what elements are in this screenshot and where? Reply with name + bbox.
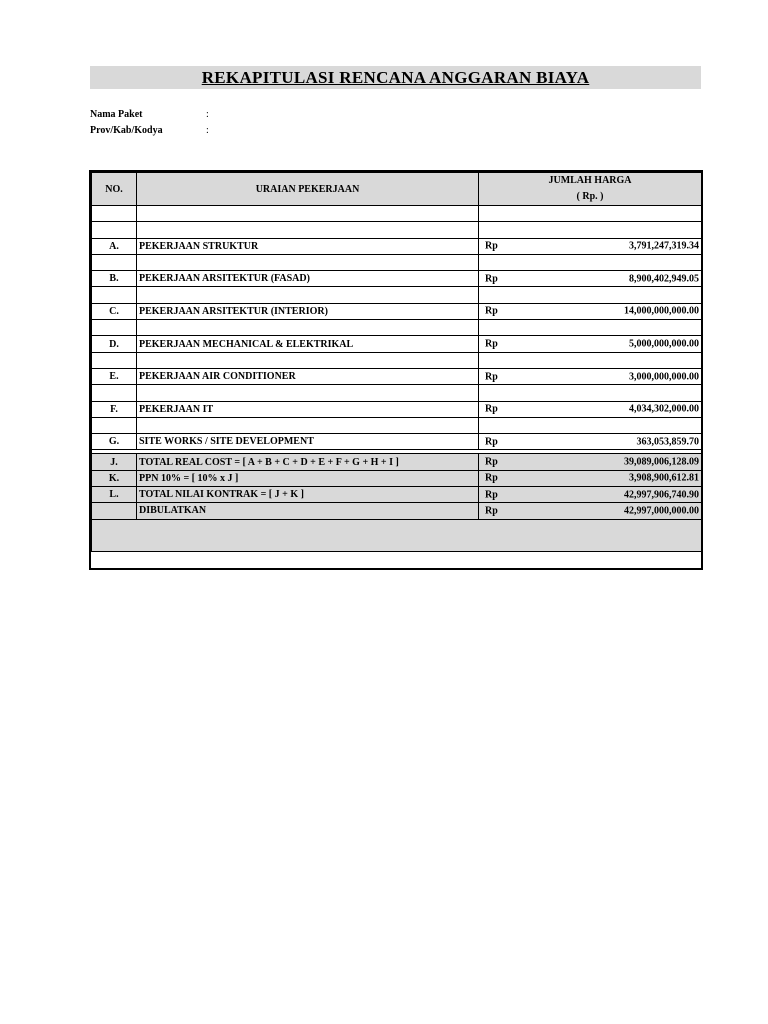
row-number: A. <box>92 238 137 254</box>
header-jumlah-line2: ( Rp. ) <box>576 191 604 202</box>
blank-row <box>92 352 702 368</box>
table-body <box>92 206 702 552</box>
blank-cell <box>92 254 137 270</box>
meta-colon: : <box>206 109 209 120</box>
blank-cell <box>479 222 702 238</box>
row-number: G. <box>92 434 137 450</box>
table-row <box>92 487 702 503</box>
footer-cell <box>92 519 702 551</box>
row-amount-cell <box>479 454 702 470</box>
blank-cell <box>479 320 702 336</box>
row-number: B. <box>92 271 137 287</box>
row-amount-cell <box>479 336 702 352</box>
blank-cell <box>92 417 137 433</box>
row-description: DIBULATKAN <box>137 503 479 519</box>
row-description: PEKERJAAN IT <box>137 401 479 417</box>
blank-row <box>92 206 702 222</box>
table-row <box>92 503 702 519</box>
footer-row <box>92 519 702 551</box>
currency-label: Rp <box>485 436 498 448</box>
currency-label: Rp <box>485 305 498 317</box>
currency-label: Rp <box>485 505 498 517</box>
amount-value: 3,000,000,000.00 <box>629 371 699 383</box>
row-amount-cell <box>479 271 702 287</box>
row-description: SITE WORKS / SITE DEVELOPMENT <box>137 434 479 450</box>
blank-cell <box>92 320 137 336</box>
row-number: L. <box>92 487 137 503</box>
row-amount-cell <box>479 303 702 319</box>
amount-value: 8,900,402,949.05 <box>629 273 699 285</box>
blank-row <box>92 222 702 238</box>
blank-cell <box>92 222 137 238</box>
blank-cell <box>479 417 702 433</box>
row-description: PPN 10% = [ 10% x J ] <box>137 470 479 486</box>
blank-cell <box>137 320 479 336</box>
row-amount-cell <box>479 487 702 503</box>
amount-value: 363,053,859.70 <box>636 436 699 448</box>
amount-value: 42,997,000,000.00 <box>624 505 699 517</box>
blank-cell <box>479 352 702 368</box>
blank-cell <box>479 206 702 222</box>
blank-cell <box>92 287 137 303</box>
table-row <box>92 271 702 287</box>
row-description: TOTAL REAL COST = [ A + B + C + D + E + F + G + H + I ] <box>137 454 479 470</box>
row-description: TOTAL NILAI KONTRAK = [ J + K ] <box>137 487 479 503</box>
currency-label: Rp <box>485 472 498 484</box>
table-row <box>92 238 702 254</box>
row-description: PEKERJAAN ARSITEKTUR (INTERIOR) <box>137 303 479 319</box>
currency-label: Rp <box>485 489 498 501</box>
row-amount-cell <box>479 503 702 519</box>
table-row <box>92 303 702 319</box>
blank-cell <box>92 206 137 222</box>
meta-colon: : <box>206 125 209 136</box>
currency-label: Rp <box>485 403 498 415</box>
blank-cell <box>137 254 479 270</box>
blank-row <box>92 287 702 303</box>
blank-cell <box>137 352 479 368</box>
currency-label: Rp <box>485 338 498 350</box>
row-number: F. <box>92 401 137 417</box>
currency-label: Rp <box>485 240 498 252</box>
table-header-row <box>92 173 702 206</box>
table-row <box>92 470 702 486</box>
title-bar <box>90 66 701 89</box>
row-number: E. <box>92 368 137 384</box>
row-amount-cell <box>479 434 702 450</box>
row-number <box>92 503 137 519</box>
header-no: NO. <box>92 173 137 206</box>
row-number: K. <box>92 470 137 486</box>
meta-label: Nama Paket <box>90 109 143 120</box>
blank-row <box>92 417 702 433</box>
amount-value: 42,997,906,740.90 <box>624 489 699 501</box>
row-amount-cell <box>479 368 702 384</box>
blank-row <box>92 320 702 336</box>
budget-table <box>91 172 702 552</box>
currency-label: Rp <box>485 371 498 383</box>
header-jumlah-harga <box>479 173 702 206</box>
row-amount-cell <box>479 401 702 417</box>
blank-cell <box>479 287 702 303</box>
meta-label: Prov/Kab/Kodya <box>90 125 163 136</box>
blank-cell <box>479 254 702 270</box>
blank-cell <box>137 385 479 401</box>
amount-value: 3,908,900,612.81 <box>629 472 699 484</box>
amount-value: 14,000,000,000.00 <box>624 305 699 317</box>
row-number: D. <box>92 336 137 352</box>
blank-row <box>92 254 702 270</box>
row-number: C. <box>92 303 137 319</box>
table-row <box>92 401 702 417</box>
amount-value: 5,000,000,000.00 <box>629 338 699 350</box>
amount-value: 3,791,247,319.34 <box>629 240 699 252</box>
currency-label: Rp <box>485 273 498 285</box>
blank-cell <box>92 352 137 368</box>
table-row <box>92 434 702 450</box>
table-row <box>92 368 702 384</box>
row-description: PEKERJAAN MECHANICAL & ELEKTRIKAL <box>137 336 479 352</box>
row-amount-cell <box>479 238 702 254</box>
blank-cell <box>137 287 479 303</box>
page-title: REKAPITULASI RENCANA ANGGARAN BIAYA <box>201 68 590 87</box>
header-jumlah-line1: JUMLAH HARGA <box>548 175 632 186</box>
blank-cell <box>92 385 137 401</box>
currency-label: Rp <box>485 456 498 468</box>
table-row <box>92 454 702 470</box>
row-description: PEKERJAAN ARSITEKTUR (FASAD) <box>137 271 479 287</box>
row-number: J. <box>92 454 137 470</box>
header-uraian: URAIAN PEKERJAAN <box>137 173 479 206</box>
blank-row <box>92 385 702 401</box>
amount-value: 4,034,302,000.00 <box>629 403 699 415</box>
table-row <box>92 336 702 352</box>
amount-value: 39,089,006,128.09 <box>624 456 699 468</box>
blank-cell <box>137 222 479 238</box>
row-description: PEKERJAAN AIR CONDITIONER <box>137 368 479 384</box>
blank-cell <box>479 385 702 401</box>
row-description: PEKERJAAN STRUKTUR <box>137 238 479 254</box>
blank-cell <box>137 206 479 222</box>
row-amount-cell <box>479 470 702 486</box>
blank-cell <box>137 417 479 433</box>
budget-table-container <box>89 170 703 570</box>
